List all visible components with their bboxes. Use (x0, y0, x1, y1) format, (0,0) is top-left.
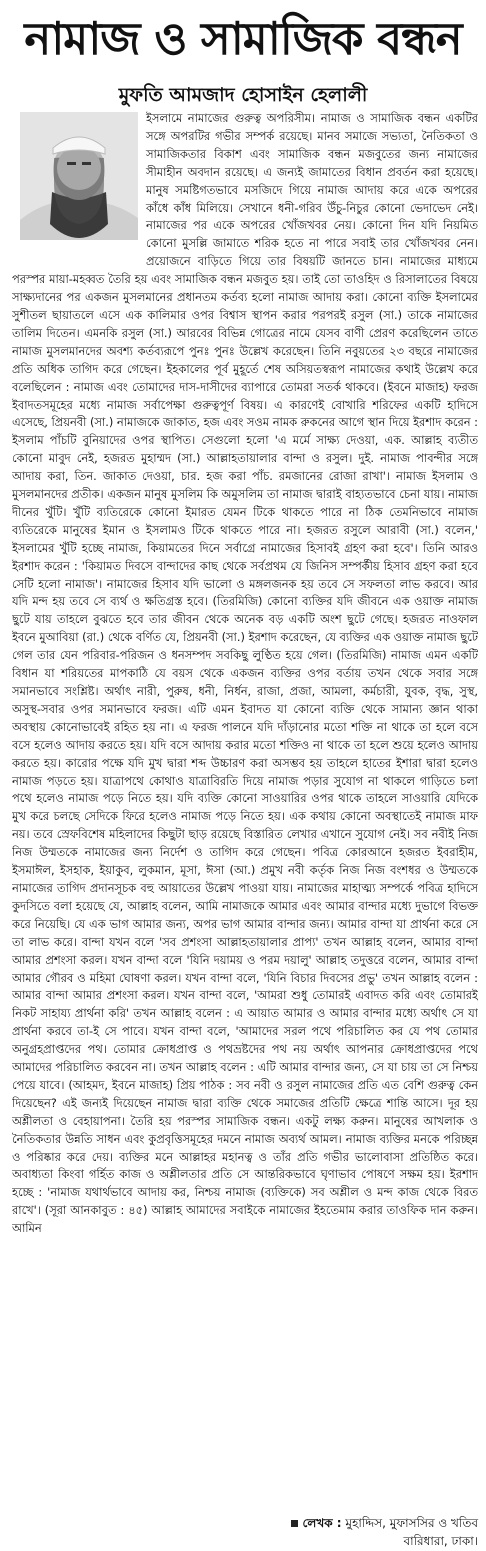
article-body-text: ইসলামে নামাজের গুরুত্ব অপরিসীম। নামাজ ও সামাজিক বন্ধন একটির সঙ্গে অপরটির গভীর সম্পর্ক রয়েছে। মানব সমাজে সভ্যতা, নৈতিকতা ও সামাজিকতার বিকাশ এবং সামাজিক বন্ধন মজবুতের জন্য নামাজের সীমাহীন অবদান রয়েছে। এ জন্যই জামাতের বিধান প্রবর্তন করা হয়েছে। মানুষ সমষ্টিগতভাবে মসজিদে গিয়ে নামাজ আদায় করে একে অপরের কাঁধে কাঁধ মিলিয়ে। সেখানে ধনী-গরিব উঁচু-নিচুর কোনো ভেদাভেদ নেই। নামাজের পর একে অপরের খোঁজখবর নেয়। কোনো দিন যদি নিয়মিত কোনো মুসল্লি জামাতে শরিক হতে না পারে সবাই তার খোঁজখবর নেন। প্রয়োজনে বাড়িতে গিয়ে তার বিষয়টি জানতে চান। নামাজের মাধ্যমে পরস্পর মায়া-মহব্বত তৈরি হয় এবং সামাজিক বন্ধন মজবুত হয়। তাই তো তাওহিদ ও রিসালাতের বিষয়ে সাক্ষ্যদানের পর একজন মুসলমানের প্রধানতম কর্তব্য হলো নামাজ আদায় করা। কোনো ব্যক্তি ইসলামের সুশীতল ছায়াতলে এসে এক কালিমার ওপর বিশ্বাস স্থাপন করার পরপরই রসুল (সা.) তাকে নামাজের তালিম দিতেন। এমনকি রসুল (সা.) আরবের বিভিন্ন গোত্রের নামে যেসব বাণী প্রেরণ করেছিলেন তাতে নামাজ মুসলমানদের অবশ্য কর্তব্যরূপে পুনঃ পুনঃ উল্লেখ করেছেন। তিনি নবুয়তের ২৩ বছরে নামাজের প্রতি অধিক তাগিদ করে গেছেন। ইহকালের পূর্ব মুহূর্তে শেষ অসিয়তস্বরূপ নামাজের কথাই উল্লেখ করে বলেছিলেন : নামাজ এবং তোমাদের দাস-দাসীদের ব্যাপারে তোমরা সতর্ক থাকবে। (ইবনে মাজাহ) ফরজ ইবাদতসমূহের মধ্যে নামাজ সর্বাপেক্ষা গুরুত্বপূর্ণ বিষয়। এ কারণেই বোখারি শরিফের একটি হাদিসে এসেছে, প্রিয়নবী (সা.) নামাজকে জাকাত, হজ এবং সওম নামক রুকনের আগে স্থান দিয়ে ইরশাদ করেন : ইসলাম পাঁচটি বুনিয়াদের ওপর স্থাপিত। সেগুলো হলো 'এ মর্মে সাক্ষ্য দেওয়া, এক. আল্লাহ ব্যতীত কোনো মাবুদ নেই, হজরত মুহাম্মদ (সা.) আল্লাহতায়ালার বান্দা ও রসুল। দুই. নামাজ পাবন্দীর সঙ্গে আদায় করা, তিন. জাকাত দেওয়া, চার. হজ করা পাঁচ. রমজানের রোজা রাখা'। নামাজ ইসলাম ও মুসলমানদের প্রতীক। একজন মানুষ মুসলিম কি অমুসলিম তা নামাজ দ্বারাই বাহ্যতভাবে চেনা যায়। নামাজ দীনের খুঁটি। খুঁটি ব্যতিরেকে কোনো ইমারত যেমন টিকে থাকতে পারে না ঠিক তেমনিভাবে নামাজ ব্যতিরেকে মানুষের ইমান ও ইসলামও টিকে থাকতে পারে না। হজরত রসুলে আরাবী (সা.) বলেন,' ইসলামের খুঁটি হচ্ছে নামাজ, কিয়ামতের দিনে সর্বাগ্রে নামাজের হিসাবই গ্রহণ করা হবে'। তিনি আরও ইরশাদ করেন : 'কিয়ামত দিবসে বান্দাদের কাছ থেকে সর্বপ্রথম যে জিনিস সম্পর্কীয় হিসাব গ্রহণ করা হবে সেটি হলো নামাজ'। নামাজের হিসাব যদি ভালো ও মঙ্গলজনক হয় তবে সে সফলতা লাভ করবে। আর যদি মন্দ হয় তবে সে ব্যর্থ ও ক্ষতিগ্রস্ত হবে। (তিরমিজি) কোনো ব্যক্তির যদি জীবনে এক ওয়াক্ত নামাজ ছুটে যায় তাহলে বুঝতে হবে তার জীবন থেকে অনেক বড় একটি অংশ ছুটে গেছে। হজরত নাওফাল ইবনে মুআবিয়া (রা.) থেকে বর্ণিত যে, প্রিয়নবী (সা.) ইরশাদ করেছেন, যে ব্যক্তির এক ওয়াক্ত নামাজ ছুটে গেল তার যেন পরিবার-পরিজন ও ধনসম্পদ সবকিছু লুণ্ঠিত হয়ে গেল। (তিরমিজি) নামাজ এমন একটি বিধান যা শরিয়তের মাপকাঠি যে বয়স থেকে একজন ব্যক্তির ওপর বর্তায় তখন থেকে সবার সঙ্গে সমানভাবে সংশ্লিষ্ট। অর্থাৎ নারী, পুরুষ, ধনী, নির্ধন, রাজা, প্রজা, আমলা, কর্মচারী, যুবক, বৃদ্ধ, সুস্থ, অসুস্থ-সবার ওপর সমানভাবে ফরজ। এটি এমন ইবাদত যা কোনো ব্যক্তি থেকে সামান্য জ্ঞান থাকা অবস্থায় কোনোভাবেই রহিত হয় না। এ ফরজ পালনে যদি দাঁড়ানোর মতো শক্তি না থাকে তা হলে বসে বসে হলেও আদায় করতে হয়। যদি বসে আদায় করার মতো শক্তিও না থাকে তা হলে শুয়ে হলেও আদায় করতে হয়। কারোর পক্ষে যদি মুখ দ্বারা শব্দ উচ্চারণ করা অসম্ভব হয় তাহলে হাতের ইশারা দ্বারা হলেও নামাজ পড়তে হয়। যাত্রাপথে কোথাও যাত্রাবিরতি দিয়ে নামাজ পড়ার সুযোগ না থাকলে গাড়িতে চলা পথে হলেও নামাজ পড়ে নিতে হয়। যদি ব্যক্তি কোনো সাওয়ারির ওপর থাকে তাহলে সাওয়ারি যেদিকে মুখ করে চলছে সেদিকে ফিরে হলেও নামাজ পড়ে নিতে হয়। এক কথায় কোনো অবস্থাতেই নামাজ মাফ নয়। তবে স্রেফবিশেষ মহিলাদের কিছুটা ছাড় রয়েছে বিস্তারিত লেখার এখানে সুযোগ নেই। সব নবীই নিজ নিজ উম্মতকে নামাজের জন্য নির্দেশ ও তাগিদ করে গেছেন। পবিত্র কোরআনে হজরত ইবরাহীম, ইসমাঈল, ইসহাক, ইয়াকুব, লুকমান, মূসা, ঈসা (আ.) প্রমুখ নবী কর্তৃক নিজ নিজ বংশধর ও উম্মতকে নামাজের তাগিদ প্রদানসূচক বহু আয়াতের উল্লেখ পাওয়া যায়। নামাজের মাহাত্ম্য সম্পর্কে পবিত্র হাদিসে কুদসিতে বলা হয়েছে যে, আল্লাহ বলেন, আমি নামাজকে আমার এবং আমার বান্দার মধ্যে দুভাগে বিভক্ত করে নিয়েছি। যে এক ভাগ আমার জন্য, অপর ভাগ আমার বান্দার জন্য। আমার বান্দা যা প্রার্থনা করে সে তা লাভ করে। বান্দা যখন বলে 'সব প্রশংসা আল্লাহতায়ালার প্রাপ্য' তখন আল্লাহ বলেন, আমার বান্দা আমার প্রশংসা করল। যখন বান্দা বলে 'যিনি দয়াময় ও পরম দয়ালু' আল্লাহ তদুত্তরে বলেন, আমার বান্দা আমার গৌরব ও মহিমা ঘোষণা করল। যখন বান্দা বলে, 'যিনি বিচার দিবসের প্রভু' তখন আল্লাহ বলেন : আমার বান্দা আমার প্রশংসা করল। যখন বান্দা বলে, 'আমরা শুধু তোমারই এবাদত করি এবং তোমারই নিকট সাহায্য প্রার্থনা করি' তখন আল্লাহ বলেন : এ আয়াত আমার ও আমার বান্দার মধ্যে অর্থাৎ সে যা প্রার্থনা করবে তা-ই সে পাবে। যখন বান্দা বলে, 'আমাদের সরল পথে পরিচালিত কর যে পথ তোমার অনুগ্রহপ্রাপ্তদের পথ। তোমার ক্রোধপ্রাপ্ত ও পথভ্রষ্টদের পথ নয় অর্থাৎ আপনার ক্রোধপ্রাপ্তদের পথে আমাদের পরিচালিত করবেন না। তখন আল্লাহ বলেন : এটি আমার বান্দার জন্য, সে যা চায় তা সে নিশ্চয় পেয়ে যাবে। (আহমদ, ইবনে মাজাহ) প্রিয় পাঠক : সব নবী ও রসুল নামাজের প্রতি এত বেশি গুরুত্ব কেন দিয়েছেন? এই জন্যই দিয়েছেন নামাজ দ্বারা ব্যক্তি থেকে সমাজের প্রতিটি ক্ষেত্রে শান্তি আসে। দূর হয় অশ্লীলতা ও বেহায়াপনা। তৈরি হয় পরস্পর সামাজিক বন্ধন। একটু লক্ষ্য করুন। মানুষের আখলাক ও নৈতিকতার উন্নতি সাধন এবং কুপ্রবৃত্তিসমূহের দমনে নামাজ অব্যর্থ আমল। নামাজ ব্যক্তির মনকে পরিচ্ছন্ন ও পরিষ্কার করে দেয়। ব্যক্তির মনে আল্লাহর মহানত্ব ও তাঁর প্রতি গভীর ভালোবাসা প্রতিষ্ঠিত করে। অবাধ্যতা কিংবা গর্হিত কাজ ও অশ্লীলতার প্রতি সে আন্তরিকভাবে ঘৃণাভাব পোষণে সক্ষম হয়। ইরশাদ হচ্ছে : 'নামাজ যথার্থভাবে আদায় কর, নিশ্চয় নামাজ (ব্যক্তিকে) সব অশ্লীল ও মন্দ কাজ থেকে বিরত রাখে'। (সূরা আনকাবুত : ৪৫) আল্লাহ আমাদের সবাইকে নামাজের ইহতেমাম করার তাওফিক দান করুন। আমিন (12, 111, 478, 1236)
footer-text: মুহাদ্দিস, মুফাসসির ও খতিব (345, 1516, 478, 1530)
article-author: মুফতি আমজাদ হোসাইন হেলালী (118, 84, 368, 106)
footer-place: বারিধারা, ঢাকা। (403, 1534, 478, 1548)
article-title: নামাজ ও সামাজিক বন্ধন (24, 12, 462, 65)
bullet-square-icon (291, 1520, 298, 1527)
footer-label: লেখক : (302, 1516, 342, 1530)
photo-spacer (12, 110, 146, 256)
article-footer (0, 1514, 478, 1550)
article-body (12, 110, 478, 1522)
